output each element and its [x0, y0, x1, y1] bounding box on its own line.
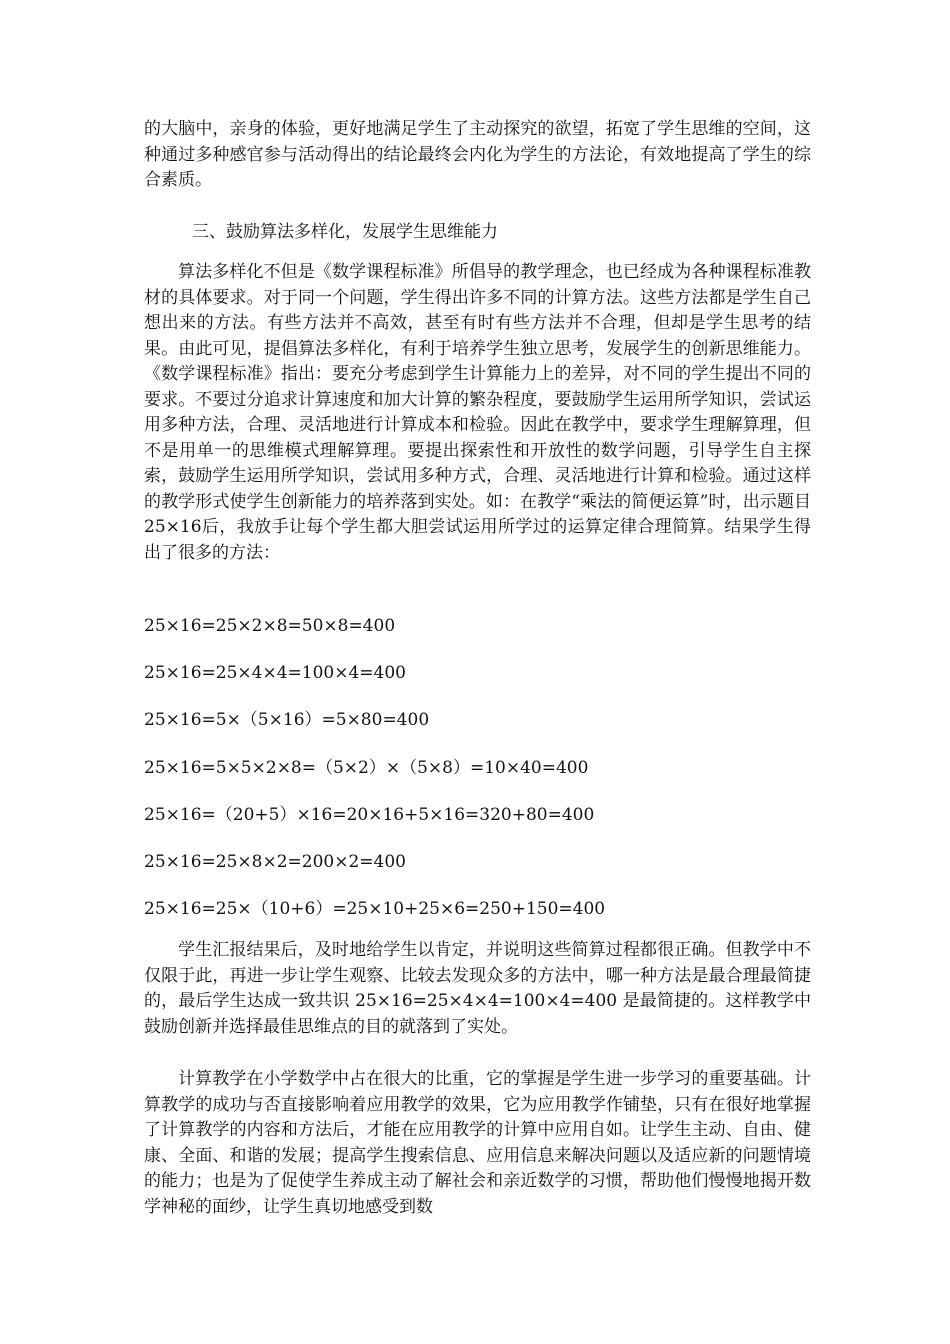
paragraph-calculation-teaching: 计算教学在小学数学中占在很大的比重，它的掌握是学生进一步学习的重要基础。计算教学的成功与否直接影响着应用教学的效果，它为应用教学作铺垫，只有在很好地掌握了计算教学的内容和方法后，才能在应用教学的计算中应用自如。让学生主动、自由、健康、全面、和谐的发展；提高学生搜索信息、应用信息来解决问题以及适应新的问题情境的能力；也是为了促使学生养成主动了解社会和亲近数学的习惯，帮助他们慢慢地揭开数学神秘的面纱，让学生真切地感受到数: [144, 1069, 811, 1217]
equation-line: 25×16=5×（5×16）=5×80=400: [144, 710, 430, 730]
paragraph-algorithm-diversity: 算法多样化不但是《数学课程标准》所倡导的教学理念，也已经成为各种课程标准教材的具体要求。对于同一个问题，学生得出许多不同的计算方法。这些方法都是学生自己想出来的方法。有些方法并不高效，甚至有时有些方法并不合理，但却是学生思考的结果。由此可见，提倡算法多样化，有利于培养学生独立思考，发展学生的创新思维能力。《数学课程标准》指出：要充分考虑到学生计算能力上的差异，对不同的学生提出不同的要求。不要过分追求计算速度和加大计算的繁杂程度，要鼓励学生运用所学知识，尝试运用多种方法，合理、灵活地进行计算成本和检验。因此在教学中，要求学生理解算理，但不是用单一的思维模式理解算理。要提出探索性和开放性的数学问题，引导学生自主探索，鼓励学生运用所学知识，尝试用多种方式，合理、灵活地进行计算和检验。通过这样的教学形式使学生创新能力的培养落到实处。如：在教学“乘法的简便运算”时，出示题目25×16后，我放手让每个学生都大胆尝试运用所学过的运算定律合理简算。结果学生得出了很多的方法：: [144, 262, 811, 563]
equation-line: 25×16=25×2×8=50×8=400: [144, 616, 396, 636]
equation-line: 25×16=（20+5）×16=20×16+5×16=320+80=400: [144, 805, 595, 825]
equation-line: 25×16=25×8×2=200×2=400: [144, 852, 406, 872]
equation-line: 25×16=25×（10+6）=25×10+25×6=250+150=400: [144, 899, 606, 919]
section-heading: 三、鼓励算法多样化，发展学生思维能力: [192, 222, 498, 242]
paragraph-student-report: 学生汇报结果后，及时地给学生以肯定，并说明这些简算过程都很正确。但教学中不仅限于此，再进一步让学生观察、比较去发现众多的方法中，哪一种方法是最合理最简捷的，最后学生达成一致共识 25×16=25×4×4=100×4=400 是最简捷的。这样教学中鼓励创新并选择最佳思维点的目的就落到了实处。: [144, 940, 811, 1037]
equation-line: 25×16=5×5×2×8=（5×2）×（5×8）=10×40=400: [144, 758, 589, 778]
equation-line: 25×16=25×4×4=100×4=400: [144, 663, 406, 683]
paragraph-continuation: 的大脑中，亲身的体验，更好地满足学生了主动探究的欲望，拓宽了学生思维的空间，这种通过多种感官参与活动得出的结论最终会内化为学生的方法论，有效地提高了学生的综合素质。: [144, 119, 811, 190]
